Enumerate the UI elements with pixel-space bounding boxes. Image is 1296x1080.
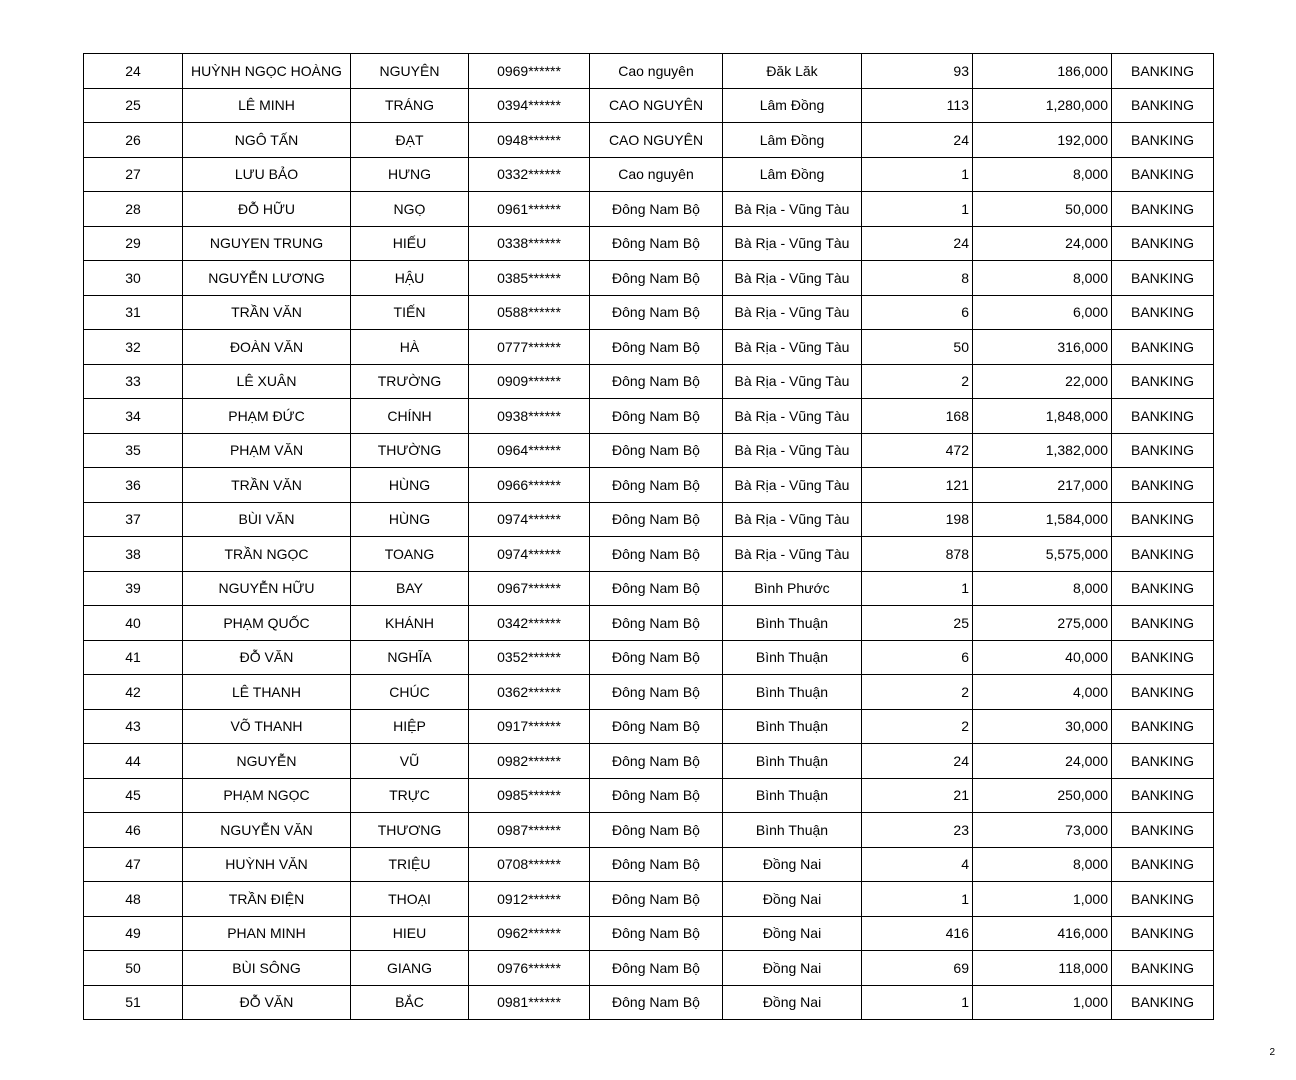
cell-index: 48	[84, 882, 183, 917]
cell-method: BANKING	[1112, 157, 1214, 192]
cell-given-name: TRÁNG	[351, 88, 469, 123]
cell-amount: 8,000	[973, 157, 1112, 192]
cell-method: BANKING	[1112, 226, 1214, 261]
cell-given-name: HIỆP	[351, 709, 469, 744]
cell-region: Đông Nam Bộ	[590, 330, 723, 365]
table-row	[84, 571, 1214, 606]
cell-province: Bình Thuận	[723, 640, 862, 675]
cell-amount: 24,000	[973, 744, 1112, 779]
table-row	[84, 364, 1214, 399]
cell-quantity: 472	[862, 433, 973, 468]
cell-phone: 0917******	[469, 709, 590, 744]
cell-province: Đồng Nai	[723, 847, 862, 882]
cell-index: 28	[84, 192, 183, 227]
cell-surname: PHẠM VĂN	[183, 433, 351, 468]
cell-index: 50	[84, 951, 183, 986]
cell-surname: TRẦN VĂN	[183, 295, 351, 330]
cell-region: Đông Nam Bộ	[590, 537, 723, 572]
cell-method: BANKING	[1112, 951, 1214, 986]
cell-amount: 50,000	[973, 192, 1112, 227]
cell-region: Đông Nam Bộ	[590, 606, 723, 641]
cell-surname: NGUYỄN VĂN	[183, 813, 351, 848]
cell-quantity: 2	[862, 709, 973, 744]
cell-phone: 0985******	[469, 778, 590, 813]
cell-province: Đồng Nai	[723, 916, 862, 951]
cell-region: CAO NGUYÊN	[590, 88, 723, 123]
cell-method: BANKING	[1112, 744, 1214, 779]
cell-given-name: CHÚC	[351, 675, 469, 710]
cell-phone: 0967******	[469, 571, 590, 606]
cell-method: BANKING	[1112, 433, 1214, 468]
cell-amount: 1,848,000	[973, 399, 1112, 434]
cell-quantity: 21	[862, 778, 973, 813]
cell-method: BANKING	[1112, 882, 1214, 917]
cell-phone: 0394******	[469, 88, 590, 123]
cell-region: Đông Nam Bộ	[590, 640, 723, 675]
cell-region: Đông Nam Bộ	[590, 744, 723, 779]
cell-given-name: HÀ	[351, 330, 469, 365]
cell-surname: NGUYỄN LƯƠNG	[183, 261, 351, 296]
cell-region: CAO NGUYÊN	[590, 123, 723, 158]
cell-phone: 0938******	[469, 399, 590, 434]
table-row	[84, 330, 1214, 365]
cell-phone: 0961******	[469, 192, 590, 227]
cell-method: BANKING	[1112, 847, 1214, 882]
cell-index: 27	[84, 157, 183, 192]
cell-quantity: 416	[862, 916, 973, 951]
cell-index: 33	[84, 364, 183, 399]
cell-region: Đông Nam Bộ	[590, 295, 723, 330]
cell-index: 35	[84, 433, 183, 468]
cell-region: Đông Nam Bộ	[590, 847, 723, 882]
cell-index: 25	[84, 88, 183, 123]
cell-province: Bà Rịa - Vũng Tàu	[723, 399, 862, 434]
cell-province: Đồng Nai	[723, 951, 862, 986]
cell-province: Bà Rịa - Vũng Tàu	[723, 261, 862, 296]
cell-surname: LÊ XUÂN	[183, 364, 351, 399]
cell-region: Đông Nam Bộ	[590, 916, 723, 951]
cell-quantity: 93	[862, 54, 973, 89]
cell-quantity: 24	[862, 744, 973, 779]
cell-surname: BÙI VĂN	[183, 502, 351, 537]
table-row	[84, 847, 1214, 882]
table-row	[84, 640, 1214, 675]
cell-phone: 0981******	[469, 985, 590, 1020]
cell-region: Đông Nam Bộ	[590, 951, 723, 986]
cell-given-name: HÙNG	[351, 502, 469, 537]
cell-province: Bà Rịa - Vũng Tàu	[723, 537, 862, 572]
cell-region: Đông Nam Bộ	[590, 364, 723, 399]
cell-given-name: HẬU	[351, 261, 469, 296]
cell-amount: 275,000	[973, 606, 1112, 641]
cell-method: BANKING	[1112, 916, 1214, 951]
cell-region: Cao nguyên	[590, 157, 723, 192]
cell-province: Lâm Đồng	[723, 88, 862, 123]
cell-province: Bà Rịa - Vũng Tàu	[723, 330, 862, 365]
cell-given-name: THƯƠNG	[351, 813, 469, 848]
cell-index: 49	[84, 916, 183, 951]
cell-province: Bình Thuận	[723, 744, 862, 779]
cell-amount: 8,000	[973, 261, 1112, 296]
cell-given-name: THOẠI	[351, 882, 469, 917]
cell-given-name: NGHĨA	[351, 640, 469, 675]
cell-method: BANKING	[1112, 709, 1214, 744]
cell-given-name: TRƯỜNG	[351, 364, 469, 399]
cell-given-name: TOANG	[351, 537, 469, 572]
cell-surname: PHẠM QUỐC	[183, 606, 351, 641]
cell-region: Đông Nam Bộ	[590, 813, 723, 848]
cell-index: 40	[84, 606, 183, 641]
cell-surname: LÊ THANH	[183, 675, 351, 710]
cell-province: Lâm Đồng	[723, 123, 862, 158]
table-row	[84, 985, 1214, 1020]
cell-region: Đông Nam Bộ	[590, 571, 723, 606]
table-row	[84, 54, 1214, 89]
cell-method: BANKING	[1112, 88, 1214, 123]
cell-index: 51	[84, 985, 183, 1020]
cell-given-name: ĐẠT	[351, 123, 469, 158]
cell-province: Bà Rịa - Vũng Tàu	[723, 468, 862, 503]
cell-phone: 0332******	[469, 157, 590, 192]
cell-quantity: 24	[862, 123, 973, 158]
cell-phone: 0964******	[469, 433, 590, 468]
cell-given-name: TIẾN	[351, 295, 469, 330]
cell-province: Đăk Lăk	[723, 54, 862, 89]
cell-method: BANKING	[1112, 778, 1214, 813]
cell-index: 31	[84, 295, 183, 330]
table-row	[84, 675, 1214, 710]
cell-given-name: CHÍNH	[351, 399, 469, 434]
cell-index: 46	[84, 813, 183, 848]
cell-quantity: 1	[862, 157, 973, 192]
cell-amount: 8,000	[973, 847, 1112, 882]
cell-given-name: HƯNG	[351, 157, 469, 192]
cell-given-name: VŨ	[351, 744, 469, 779]
cell-surname: LƯU BẢO	[183, 157, 351, 192]
cell-region: Đông Nam Bộ	[590, 882, 723, 917]
cell-index: 41	[84, 640, 183, 675]
cell-method: BANKING	[1112, 640, 1214, 675]
table-row	[84, 192, 1214, 227]
cell-index: 36	[84, 468, 183, 503]
cell-method: BANKING	[1112, 813, 1214, 848]
winners-table-container	[83, 53, 1214, 1020]
cell-province: Đồng Nai	[723, 985, 862, 1020]
table-row	[84, 882, 1214, 917]
cell-given-name: BAY	[351, 571, 469, 606]
cell-quantity: 24	[862, 226, 973, 261]
cell-index: 38	[84, 537, 183, 572]
cell-given-name: HIEU	[351, 916, 469, 951]
cell-surname: NGUYEN TRUNG	[183, 226, 351, 261]
cell-amount: 118,000	[973, 951, 1112, 986]
table-row	[84, 951, 1214, 986]
cell-index: 45	[84, 778, 183, 813]
cell-phone: 0982******	[469, 744, 590, 779]
cell-given-name: TRỰC	[351, 778, 469, 813]
cell-quantity: 1	[862, 985, 973, 1020]
cell-surname: TRẦN NGỌC	[183, 537, 351, 572]
cell-given-name: NGỌ	[351, 192, 469, 227]
cell-index: 26	[84, 123, 183, 158]
cell-method: BANKING	[1112, 399, 1214, 434]
cell-quantity: 198	[862, 502, 973, 537]
cell-given-name: BẮC	[351, 985, 469, 1020]
cell-province: Bà Rịa - Vũng Tàu	[723, 502, 862, 537]
cell-index: 47	[84, 847, 183, 882]
cell-index: 34	[84, 399, 183, 434]
cell-province: Bình Thuận	[723, 709, 862, 744]
cell-method: BANKING	[1112, 571, 1214, 606]
cell-amount: 1,382,000	[973, 433, 1112, 468]
cell-region: Đông Nam Bộ	[590, 709, 723, 744]
cell-phone: 0974******	[469, 537, 590, 572]
cell-given-name: KHÁNH	[351, 606, 469, 641]
cell-amount: 24,000	[973, 226, 1112, 261]
cell-given-name: HIẾU	[351, 226, 469, 261]
cell-amount: 22,000	[973, 364, 1112, 399]
cell-index: 24	[84, 54, 183, 89]
cell-province: Bà Rịa - Vũng Tàu	[723, 364, 862, 399]
cell-index: 32	[84, 330, 183, 365]
cell-surname: NGUYỄN	[183, 744, 351, 779]
page-number: 2	[1269, 1047, 1275, 1058]
table-row	[84, 606, 1214, 641]
cell-quantity: 1	[862, 571, 973, 606]
cell-amount: 73,000	[973, 813, 1112, 848]
cell-quantity: 69	[862, 951, 973, 986]
cell-quantity: 23	[862, 813, 973, 848]
cell-quantity: 113	[862, 88, 973, 123]
table-row	[84, 295, 1214, 330]
cell-method: BANKING	[1112, 295, 1214, 330]
cell-region: Đông Nam Bộ	[590, 675, 723, 710]
cell-quantity: 50	[862, 330, 973, 365]
cell-region: Đông Nam Bộ	[590, 261, 723, 296]
cell-method: BANKING	[1112, 192, 1214, 227]
table-row	[84, 226, 1214, 261]
table-row	[84, 157, 1214, 192]
cell-amount: 192,000	[973, 123, 1112, 158]
cell-region: Đông Nam Bộ	[590, 502, 723, 537]
cell-index: 29	[84, 226, 183, 261]
cell-amount: 30,000	[973, 709, 1112, 744]
cell-phone: 0777******	[469, 330, 590, 365]
cell-province: Bà Rịa - Vũng Tàu	[723, 295, 862, 330]
cell-amount: 6,000	[973, 295, 1112, 330]
cell-amount: 1,280,000	[973, 88, 1112, 123]
cell-province: Bình Thuận	[723, 675, 862, 710]
table-row	[84, 433, 1214, 468]
cell-quantity: 2	[862, 364, 973, 399]
cell-surname: ĐOÀN VĂN	[183, 330, 351, 365]
cell-province: Bình Thuận	[723, 778, 862, 813]
table-row	[84, 916, 1214, 951]
cell-surname: TRẦN VĂN	[183, 468, 351, 503]
cell-quantity: 8	[862, 261, 973, 296]
cell-index: 43	[84, 709, 183, 744]
cell-quantity: 1	[862, 192, 973, 227]
cell-given-name: HÙNG	[351, 468, 469, 503]
cell-method: BANKING	[1112, 468, 1214, 503]
cell-province: Bình Phước	[723, 571, 862, 606]
cell-surname: NGUYỄN HỮU	[183, 571, 351, 606]
cell-surname: ĐỖ VĂN	[183, 985, 351, 1020]
cell-province: Bà Rịa - Vũng Tàu	[723, 433, 862, 468]
cell-region: Đông Nam Bộ	[590, 226, 723, 261]
cell-quantity: 4	[862, 847, 973, 882]
cell-region: Đông Nam Bộ	[590, 778, 723, 813]
table-row	[84, 468, 1214, 503]
cell-quantity: 2	[862, 675, 973, 710]
cell-quantity: 6	[862, 295, 973, 330]
cell-quantity: 168	[862, 399, 973, 434]
winners-table	[83, 53, 1214, 1020]
cell-method: BANKING	[1112, 123, 1214, 158]
cell-phone: 0588******	[469, 295, 590, 330]
cell-method: BANKING	[1112, 985, 1214, 1020]
cell-region: Đông Nam Bộ	[590, 985, 723, 1020]
cell-province: Đồng Nai	[723, 882, 862, 917]
cell-region: Đông Nam Bộ	[590, 468, 723, 503]
cell-amount: 1,000	[973, 882, 1112, 917]
cell-amount: 4,000	[973, 675, 1112, 710]
cell-phone: 0909******	[469, 364, 590, 399]
cell-amount: 316,000	[973, 330, 1112, 365]
cell-method: BANKING	[1112, 54, 1214, 89]
cell-phone: 0338******	[469, 226, 590, 261]
cell-amount: 250,000	[973, 778, 1112, 813]
cell-surname: BÙI SÔNG	[183, 951, 351, 986]
table-row	[84, 88, 1214, 123]
table-row	[84, 261, 1214, 296]
cell-index: 30	[84, 261, 183, 296]
cell-phone: 0966******	[469, 468, 590, 503]
cell-surname: PHẠM NGỌC	[183, 778, 351, 813]
table-row	[84, 709, 1214, 744]
table-row	[84, 813, 1214, 848]
cell-phone: 0362******	[469, 675, 590, 710]
cell-method: BANKING	[1112, 261, 1214, 296]
cell-given-name: GIANG	[351, 951, 469, 986]
cell-quantity: 121	[862, 468, 973, 503]
cell-region: Cao nguyên	[590, 54, 723, 89]
cell-method: BANKING	[1112, 330, 1214, 365]
cell-phone: 0987******	[469, 813, 590, 848]
cell-given-name: THƯỜNG	[351, 433, 469, 468]
cell-surname: NGÔ TẤN	[183, 123, 351, 158]
cell-region: Đông Nam Bộ	[590, 433, 723, 468]
cell-surname: PHẠM ĐỨC	[183, 399, 351, 434]
cell-quantity: 1	[862, 882, 973, 917]
cell-index: 44	[84, 744, 183, 779]
cell-surname: HUỲNH NGỌC HOÀNG	[183, 54, 351, 89]
cell-province: Lâm Đồng	[723, 157, 862, 192]
cell-amount: 8,000	[973, 571, 1112, 606]
cell-phone: 0342******	[469, 606, 590, 641]
cell-index: 42	[84, 675, 183, 710]
table-row	[84, 502, 1214, 537]
cell-quantity: 25	[862, 606, 973, 641]
table-row	[84, 778, 1214, 813]
cell-surname: LÊ MINH	[183, 88, 351, 123]
cell-method: BANKING	[1112, 502, 1214, 537]
cell-phone: 0708******	[469, 847, 590, 882]
cell-amount: 217,000	[973, 468, 1112, 503]
cell-province: Bà Rịa - Vũng Tàu	[723, 192, 862, 227]
cell-phone: 0948******	[469, 123, 590, 158]
cell-surname: HUỲNH VĂN	[183, 847, 351, 882]
cell-surname: TRẦN ĐIỆN	[183, 882, 351, 917]
table-row	[84, 123, 1214, 158]
cell-index: 39	[84, 571, 183, 606]
cell-province: Bình Thuận	[723, 813, 862, 848]
cell-phone: 0962******	[469, 916, 590, 951]
cell-phone: 0969******	[469, 54, 590, 89]
cell-surname: VÕ THANH	[183, 709, 351, 744]
cell-surname: ĐỖ HỮU	[183, 192, 351, 227]
cell-method: BANKING	[1112, 537, 1214, 572]
cell-given-name: NGUYÊN	[351, 54, 469, 89]
cell-province: Bà Rịa - Vũng Tàu	[723, 226, 862, 261]
table-body	[84, 54, 1214, 1020]
cell-amount: 1,584,000	[973, 502, 1112, 537]
cell-surname: PHAN MINH	[183, 916, 351, 951]
cell-phone: 0974******	[469, 502, 590, 537]
table-row	[84, 537, 1214, 572]
cell-amount: 5,575,000	[973, 537, 1112, 572]
cell-phone: 0976******	[469, 951, 590, 986]
cell-surname: ĐỖ VĂN	[183, 640, 351, 675]
cell-amount: 1,000	[973, 985, 1112, 1020]
cell-method: BANKING	[1112, 675, 1214, 710]
cell-amount: 416,000	[973, 916, 1112, 951]
cell-method: BANKING	[1112, 364, 1214, 399]
table-row	[84, 744, 1214, 779]
cell-phone: 0912******	[469, 882, 590, 917]
table-row	[84, 399, 1214, 434]
cell-quantity: 878	[862, 537, 973, 572]
cell-method: BANKING	[1112, 606, 1214, 641]
cell-amount: 40,000	[973, 640, 1112, 675]
cell-phone: 0385******	[469, 261, 590, 296]
cell-region: Đông Nam Bộ	[590, 192, 723, 227]
cell-quantity: 6	[862, 640, 973, 675]
cell-province: Bình Thuận	[723, 606, 862, 641]
cell-region: Đông Nam Bộ	[590, 399, 723, 434]
cell-phone: 0352******	[469, 640, 590, 675]
cell-index: 37	[84, 502, 183, 537]
cell-given-name: TRIỆU	[351, 847, 469, 882]
cell-amount: 186,000	[973, 54, 1112, 89]
